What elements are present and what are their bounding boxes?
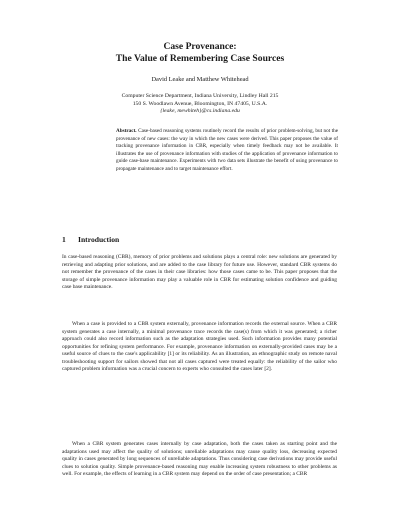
author-emails: {leake, mewhiteh}@cs.indiana.edu (160, 108, 240, 114)
intro-paragraph-3: When a CBR system generates cases internally by case adaptation, both the cases taken as starting point and the adaptations used may affect the quality of solutions; unreliable adaptations may cause quality loss, decreasing expected quality in cases generated by long sequences of unreliable adaptations. Thus considering case derivations may provide useful clues to solution quality. Simple provenance-based reasoning may enable increasing system robustness to other problems as well. For example, the effects of learning in a CBR system may depend on the order of case presentation; a CBR (62, 441, 337, 478)
abstract-text: Case-based reasoning systems routinely record the results of prior problem-solving, but not the provenance of new cases: the way in which the new cases were derived. This paper proposes the value of tracking provenance information in CBR, especially when timely feedback may not be available. It illustrates the use of provenance information with studies of the application of provenance information to guide case-base maintenance. Experiments with two data sets illustrate the benefit of using provenance to propagate maintenance and to target maintenance effort. (116, 128, 339, 172)
abstract (116, 128, 338, 173)
affiliation-line1: Computer Science Department, Indiana University, Lindley Hall 215 (121, 93, 279, 99)
section-heading (62, 235, 119, 245)
paper-title-line2: The Value of Remembering Case Sources (115, 53, 285, 64)
author-list: David Leake and Matthew Whitehead (151, 76, 249, 83)
section-title: Introduction (78, 235, 120, 244)
intro-paragraph-2: When a case is provided to a CBR system externally, provenance information records the external source. When a CBR system generates a case internally, a minimal provenance trace records the case(s) from which it was generated; a richer approach could also record information such as the adaptation strategies used. Such information provides many potential opportunities for refining system performance. For example, provenance information on externally-provided cases may be a useful source of clues to the case's applicability [1] or its reliability. As an illustration, an ethnographic study on remote naval troubleshooting support for sailors showed that not all cases captured were treated equally: the reliability of the sailor who captured problem information was a crucial concern to experts who consulted the cases later [2]. (62, 321, 337, 373)
section-number: 1 (62, 235, 66, 244)
paper-title-line1: Case Provenance: (163, 41, 237, 52)
intro-paragraph-1: In case-based reasoning (CBR), memory of prior problems and solutions plays a central role: new solutions are generated by retrieving and adapting prior solutions, and are added to the case library for future use. However, standard CBR systems do not remember the provenance of the cases in their case libraries: how those cases came to be. This paper proposes that the storage of simple provenance information may play a valuable role in CBR for estimating solution confidence and guiding case base maintenance. (62, 254, 337, 291)
abstract-label: Abstract. (116, 128, 137, 134)
affiliation-line2: 150 S. Woodlawn Avenue, Bloomington, IN 47405, U.S.A. (132, 100, 268, 107)
